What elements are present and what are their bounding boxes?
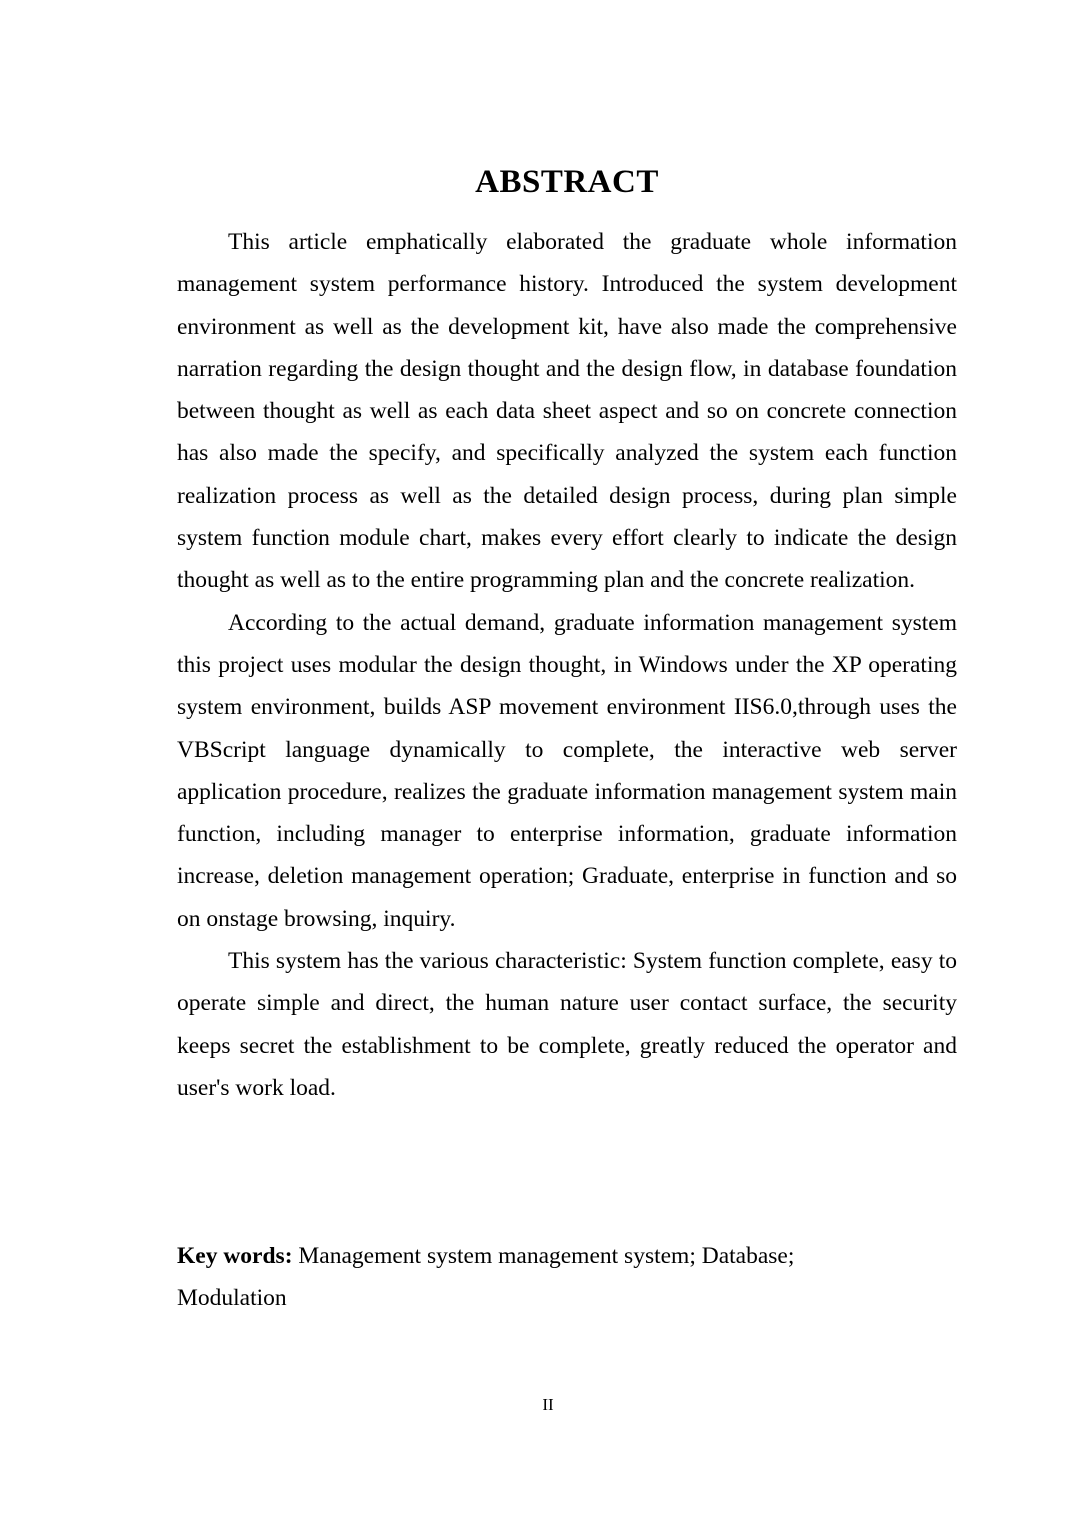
- abstract-paragraph-3: This system has the various characteristic: System function complete, easy to operate simple and direct, the human nature user contact surface, the security keeps secret the establishment to be complete, greatly reduced the operator and user's work load.: [177, 948, 957, 1101]
- abstract-paragraph-2: According to the actual demand, graduate information management system this project uses modular the design thought, in Windows under the XP operating system environment, builds ASP movement environment IIS6.0,through uses the VBScript language dynamically to complete, the interactive web server application procedure, realizes the graduate information management system main function, including manager to enterprise information, graduate information increase, deletion management operation; Graduate, enterprise in function and so on onstage browsing, inquiry.: [177, 609, 957, 932]
- keywords-label: Key words:: [177, 1243, 293, 1269]
- abstract-title: ABSTRACT: [475, 164, 659, 200]
- abstract-body: [177, 221, 957, 1109]
- page-number: II: [542, 1395, 554, 1414]
- keywords-text-line2: Modulation: [177, 1285, 287, 1312]
- keywords-section: [177, 1235, 877, 1320]
- keywords-text-line1: Management system management system; Database;: [292, 1243, 795, 1269]
- abstract-paragraph-1: This article emphatically elaborated the graduate whole information management system performance history. Introduced the system development environment as well as the development kit, have also made the comprehensive narration regarding the design thought and the design flow, in database foundation between thought as well as each data sheet aspect and so on concrete connection has also made the specify, and specifically analyzed the system each function realization process as well as the detailed design process, during plan simple system function module chart, makes every effort clearly to indicate the design thought as well as to the entire programming plan and the concrete realization.: [177, 229, 957, 594]
